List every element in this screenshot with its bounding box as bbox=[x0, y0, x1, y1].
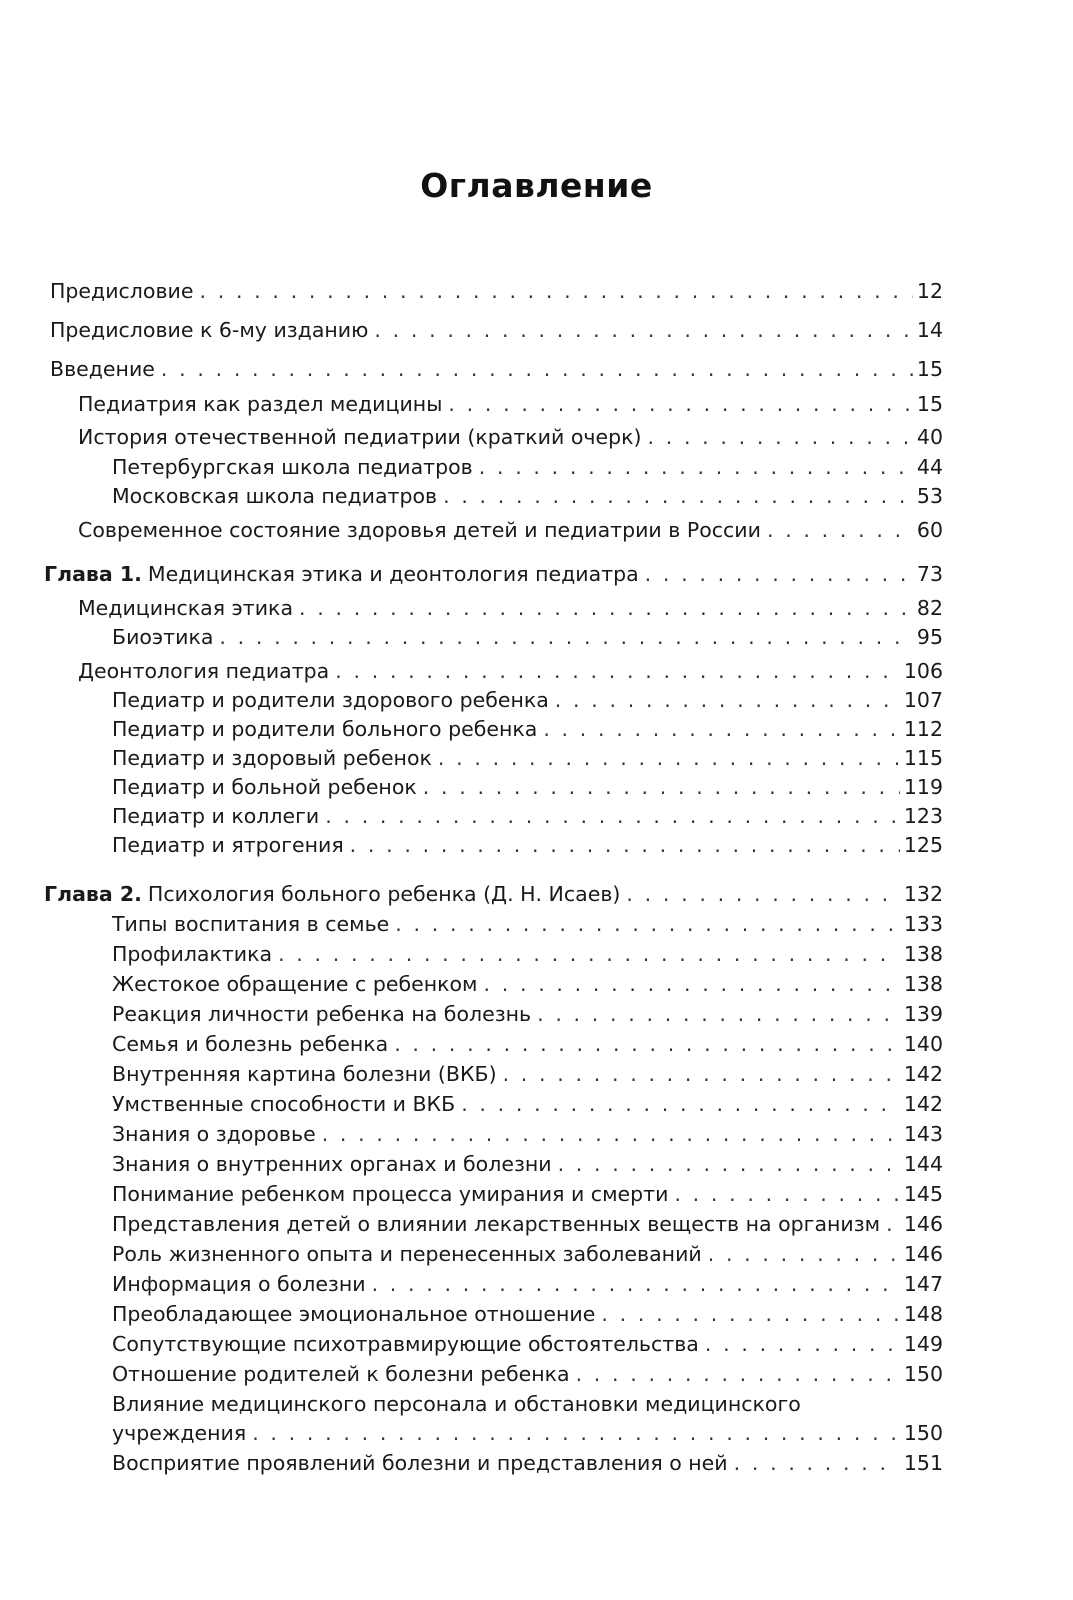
toc-entry-page: 95 bbox=[916, 625, 943, 649]
toc-entry[interactable] bbox=[112, 1089, 943, 1119]
toc-entry[interactable] bbox=[78, 389, 943, 419]
toc-entry-page: 112 bbox=[903, 717, 943, 741]
toc-entry-page: 60 bbox=[916, 518, 943, 542]
toc-entry-title: Реакция личности ребенка на болезнь bbox=[112, 1002, 532, 1026]
leader-dots bbox=[325, 801, 900, 831]
toc-entry-page: 15 bbox=[916, 357, 943, 381]
toc-entry-title: учреждения bbox=[112, 1421, 247, 1445]
toc-entry[interactable] bbox=[78, 593, 943, 623]
toc-entry[interactable] bbox=[112, 1299, 943, 1329]
toc-entry-title bbox=[44, 879, 620, 909]
toc-entry-page: 53 bbox=[916, 484, 943, 508]
toc-entry-title: Петербургская школа педиатров bbox=[112, 455, 473, 479]
leader-dots bbox=[372, 1269, 900, 1299]
toc-entry[interactable] bbox=[112, 481, 943, 511]
toc-entry[interactable] bbox=[112, 1209, 943, 1239]
toc-entry[interactable] bbox=[112, 1029, 943, 1059]
leader-dots bbox=[555, 685, 900, 715]
toc-entry[interactable] bbox=[50, 315, 943, 345]
toc-entry-title: Медицинская этика bbox=[78, 596, 293, 620]
toc-entry-title: Внутренняя картина болезни (ВКБ) bbox=[112, 1062, 497, 1086]
leader-dots bbox=[674, 1179, 899, 1209]
toc-entry[interactable] bbox=[112, 969, 943, 999]
toc-entry-page: 73 bbox=[916, 562, 943, 586]
toc-entry-title: Педиатр и здоровый ребенок bbox=[112, 746, 432, 770]
toc-entry-title: Педиатр и родители здорового ребенка bbox=[112, 688, 549, 712]
toc-entry[interactable] bbox=[78, 656, 943, 686]
toc-entry-title: Педиатр и коллеги bbox=[112, 804, 320, 828]
leader-dots bbox=[199, 276, 912, 306]
leader-dots bbox=[278, 939, 900, 969]
toc-entry-title: Понимание ребенком процесса умирания и смерти bbox=[112, 1182, 669, 1206]
toc-entry[interactable] bbox=[112, 1269, 943, 1299]
toc-entry[interactable] bbox=[112, 685, 943, 715]
leader-dots bbox=[647, 422, 912, 452]
toc-entry-title: Знания о здоровье bbox=[112, 1122, 316, 1146]
toc-entry-title: Биоэтика bbox=[112, 625, 214, 649]
leader-dots bbox=[395, 909, 900, 939]
toc-entry[interactable] bbox=[112, 1418, 943, 1448]
toc-entry[interactable] bbox=[50, 276, 943, 306]
toc-entry-title: Современное состояние здоровья детей и педиатрии в России bbox=[78, 518, 761, 542]
toc-entry-title: Педиатр и родители больного ребенка bbox=[112, 717, 538, 741]
toc-entry-page: 143 bbox=[903, 1122, 943, 1146]
leader-dots bbox=[601, 1299, 899, 1329]
toc-entry[interactable] bbox=[112, 772, 943, 802]
leader-dots bbox=[484, 969, 900, 999]
leader-dots bbox=[708, 1239, 900, 1269]
toc-entry[interactable] bbox=[78, 422, 943, 452]
toc-entry-title bbox=[44, 559, 639, 589]
leader-dots bbox=[503, 1059, 900, 1089]
toc-entry-title: Семья и болезнь ребенка bbox=[112, 1032, 389, 1056]
toc-entry-page: 145 bbox=[903, 1182, 943, 1206]
toc-entry[interactable] bbox=[112, 801, 943, 831]
toc-entry-title: Московская школа педиатров bbox=[112, 484, 438, 508]
leader-dots bbox=[767, 515, 913, 545]
toc-entry[interactable] bbox=[112, 830, 943, 860]
toc-entry-title: Знания о внутренних органах и болезни bbox=[112, 1152, 552, 1176]
leader-dots bbox=[576, 1359, 900, 1389]
toc-entry-page: 115 bbox=[903, 746, 943, 770]
leader-dots bbox=[335, 656, 900, 686]
toc-entry-page: 138 bbox=[903, 942, 943, 966]
leader-dots bbox=[374, 315, 913, 345]
chapter-number: Глава 2. bbox=[44, 882, 142, 906]
toc-entry-page: 12 bbox=[916, 279, 943, 303]
toc-entry-page: 132 bbox=[903, 882, 943, 906]
leader-dots bbox=[299, 593, 913, 623]
leader-dots bbox=[350, 830, 900, 860]
toc-entry-title: Типы воспитания в семье bbox=[112, 912, 390, 936]
leader-dots bbox=[461, 1089, 900, 1119]
toc-entry-title: Отношение родителей к болезни ребенка bbox=[112, 1362, 570, 1386]
leader-dots bbox=[219, 622, 913, 652]
leader-dots bbox=[394, 1029, 900, 1059]
leader-dots bbox=[645, 559, 913, 589]
chapter-title: Психология больного ребенка (Д. Н. Исаев) bbox=[147, 882, 621, 906]
toc-entry-page: 119 bbox=[903, 775, 943, 799]
toc-entry[interactable] bbox=[112, 1119, 943, 1149]
toc-entry[interactable] bbox=[112, 909, 943, 939]
toc-entry[interactable] bbox=[112, 1149, 943, 1179]
toc-entry-title-line1: Влияние медицинского персонала и обстановки медицинского bbox=[112, 1392, 801, 1416]
toc-entry-page: 151 bbox=[903, 1451, 943, 1475]
toc-entry-title: Предисловие bbox=[50, 279, 194, 303]
chapter-number: Глава 1. bbox=[44, 562, 142, 586]
toc-entry[interactable] bbox=[112, 1059, 943, 1089]
toc-entry-page: 142 bbox=[903, 1062, 943, 1086]
toc-entry-title: Педиатр и ятрогения bbox=[112, 833, 344, 857]
toc-entry-page: 138 bbox=[903, 972, 943, 996]
toc-entry[interactable] bbox=[112, 1448, 943, 1478]
toc-entry-page: 14 bbox=[916, 318, 943, 342]
toc-entry-title: Педиатр и больной ребенок bbox=[112, 775, 417, 799]
toc-entry-title: Предисловие к 6-му изданию bbox=[50, 318, 369, 342]
toc-entry-page: 142 bbox=[903, 1092, 943, 1116]
toc-entry-title: Преобладающее эмоциональное отношение bbox=[112, 1302, 596, 1326]
leader-dots bbox=[558, 1149, 900, 1179]
toc-entry-page: 140 bbox=[903, 1032, 943, 1056]
toc-entry-page: 146 bbox=[903, 1242, 943, 1266]
leader-dots bbox=[543, 714, 900, 744]
toc-entry-title: Введение bbox=[50, 357, 155, 381]
toc-entry-page: 40 bbox=[916, 425, 943, 449]
toc-entry-page: 106 bbox=[903, 659, 943, 683]
leader-dots bbox=[479, 452, 913, 482]
toc-entry[interactable] bbox=[112, 622, 943, 652]
toc-entry-page: 147 bbox=[903, 1272, 943, 1296]
toc-entry[interactable] bbox=[112, 1179, 943, 1209]
toc-entry-page: 150 bbox=[903, 1421, 943, 1445]
toc-entry-page: 125 bbox=[903, 833, 943, 857]
toc-entry-title: Умственные способности и ВКБ bbox=[112, 1092, 456, 1116]
toc-entry[interactable] bbox=[112, 743, 943, 773]
toc-entry-page: 123 bbox=[903, 804, 943, 828]
toc-entry[interactable] bbox=[112, 452, 943, 482]
toc-chapter-entry[interactable] bbox=[44, 559, 943, 589]
toc-entry-title: Роль жизненного опыта и перенесенных заболеваний bbox=[112, 1242, 702, 1266]
toc-entry[interactable] bbox=[112, 939, 943, 969]
leader-dots bbox=[161, 354, 913, 384]
leader-dots bbox=[886, 1209, 900, 1239]
toc-entry-title: Педиатрия как раздел медицины bbox=[78, 392, 443, 416]
page-title: Оглавление bbox=[420, 166, 653, 205]
toc-entry-title: Деонтология педиатра bbox=[78, 659, 330, 683]
leader-dots bbox=[438, 743, 900, 773]
toc-entry-title: Профилактика bbox=[112, 942, 273, 966]
toc-entry[interactable] bbox=[112, 714, 943, 744]
toc-entry-page: 133 bbox=[903, 912, 943, 936]
leader-dots bbox=[322, 1119, 900, 1149]
leader-dots bbox=[537, 999, 900, 1029]
toc-entry[interactable] bbox=[78, 515, 943, 545]
leader-dots bbox=[734, 1448, 900, 1478]
toc-entry[interactable] bbox=[50, 354, 943, 384]
toc-entry-title: Жестокое обращение с ребенком bbox=[112, 972, 478, 996]
toc-entry[interactable] bbox=[112, 1239, 943, 1269]
toc-entry-page: 148 bbox=[903, 1302, 943, 1326]
toc-entry-title: Представления детей о влиянии лекарственных веществ на организм bbox=[112, 1212, 881, 1236]
chapter-title: Медицинская этика и деонтология педиатра bbox=[147, 562, 639, 586]
leader-dots bbox=[626, 879, 899, 909]
toc-entry-title: История отечественной педиатрии (краткий очерк) bbox=[78, 425, 642, 449]
toc-entry-page: 15 bbox=[916, 392, 943, 416]
toc-entry-page: 150 bbox=[903, 1362, 943, 1386]
toc-entry-page: 44 bbox=[916, 455, 943, 479]
toc-entry-title: Восприятие проявлений болезни и представления о ней bbox=[112, 1451, 728, 1475]
toc-entry[interactable] bbox=[112, 1359, 943, 1389]
leader-dots bbox=[423, 772, 900, 802]
leader-dots bbox=[448, 389, 913, 419]
toc-entry-title: Информация о болезни bbox=[112, 1272, 366, 1296]
toc-entry-page: 82 bbox=[916, 596, 943, 620]
toc-entry-page: 144 bbox=[903, 1152, 943, 1176]
toc-entry-page: 107 bbox=[903, 688, 943, 712]
toc-entry-page: 149 bbox=[903, 1332, 943, 1356]
leader-dots bbox=[443, 481, 913, 511]
leader-dots bbox=[252, 1418, 900, 1448]
toc-entry[interactable] bbox=[112, 999, 943, 1029]
toc-entry-page: 139 bbox=[903, 1002, 943, 1026]
toc-entry-title: Сопутствующие психотравмирующие обстоятельства bbox=[112, 1332, 699, 1356]
toc-chapter-entry[interactable] bbox=[44, 879, 943, 909]
toc-entry-page: 146 bbox=[903, 1212, 943, 1236]
leader-dots bbox=[705, 1329, 900, 1359]
toc-entry[interactable] bbox=[112, 1329, 943, 1359]
